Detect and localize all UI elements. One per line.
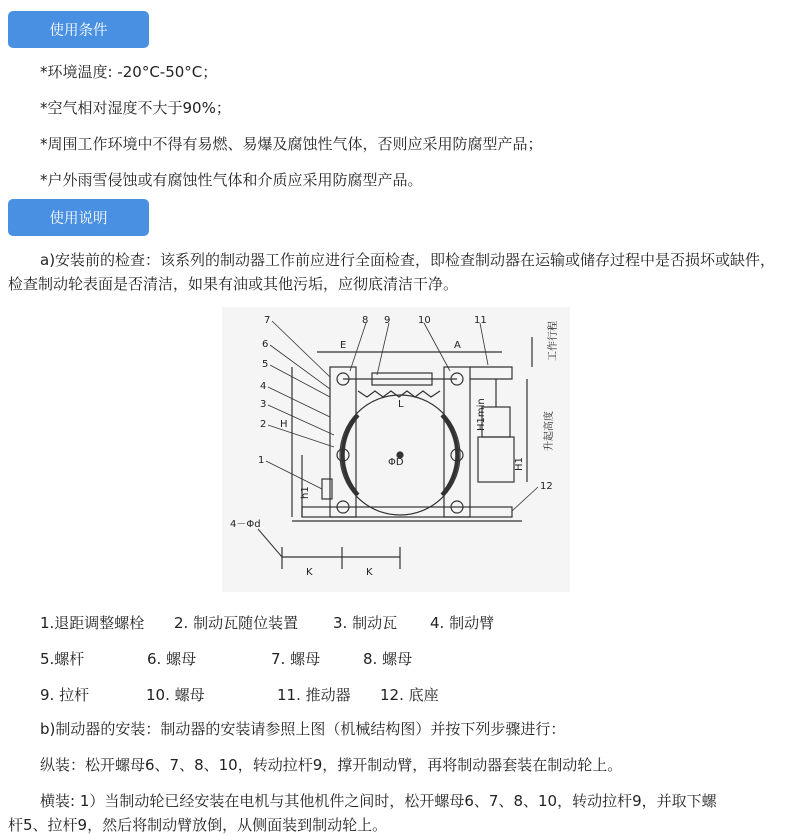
callout-2: 2 [260,419,267,430]
part-item: 12. 底座 [380,686,439,704]
horizontal-install-line1: 横装: 1）当制动轮已经安装在电机与其他机件之间时，松开螺母6、7、8、10，转动拉杆9，并取下螺 [40,792,717,810]
part-item: 1.退距调整螺栓 [40,614,145,632]
part-item: 11. 推动器 [277,686,351,704]
brake-structure-diagram [222,307,570,592]
section-tab-instructions: 使用说明 [8,199,149,236]
dim-phiD: ΦD [388,457,404,468]
dim-E: E [340,340,347,351]
dim-H: H [280,419,288,430]
part-item: 3. 制动瓦 [333,614,398,632]
brake-drawing [222,307,570,592]
dim-h1: h1 [300,486,311,499]
dim-bolt: 4－Φd [230,519,261,530]
pre-install-check-paragraph: a)安装前的检查：该系列的制动器工作前应进行全面检查，即检查制动器在运输或储存过程中是否损坏或缺件，检查制动轮表面是否清洁，如果有油或其他污垢，应彻底清洁干净。 [8,251,776,293]
part-item: 9. 拉杆 [40,686,90,704]
callout-1: 1 [258,455,265,466]
section-tab-conditions: 使用条件 [8,11,149,48]
callout-11: 11 [474,315,487,326]
dim-K-left: K [306,567,313,578]
part-item: 2. 制动瓦随位装置 [174,614,299,632]
dim-lift: 升起高度 [544,411,555,451]
part-item: 5.螺杆 [40,650,85,668]
part-item: 6. 螺母 [147,650,197,668]
callout-8: 8 [362,315,369,326]
condition-item: *环境温度: -20°C-50°C； [40,63,218,81]
condition-item: *周围工作环境中不得有易燃、易爆及腐蚀性气体，否则应采用防腐型产品； [40,135,543,153]
dim-stroke: 工作行程 [548,321,559,361]
vertical-install: 纵装：松开螺母6、7、8、10，转动拉杆9，撑开制动臂，再将制动器套装在制动轮上。 [40,756,623,774]
part-item: 4. 制动臂 [430,614,495,632]
callout-6: 6 [262,339,269,350]
dim-K-right: K [366,567,373,578]
callout-12: 12 [540,481,553,492]
horizontal-install-line2: 杆5、拉杆9，然后将制动臂放倒，从侧面装到制动轮上。 [8,816,388,834]
callout-7: 7 [264,315,271,326]
callout-5: 5 [262,359,269,370]
part-item: 10. 螺母 [146,686,205,704]
callout-3: 3 [260,399,267,410]
part-item: 8. 螺母 [363,650,413,668]
part-item: 7. 螺母 [271,650,321,668]
callout-4: 4 [260,381,267,392]
dim-H1: H1 [514,457,525,471]
dim-L: L [398,399,404,410]
install-intro: b)制动器的安装：制动器的安装请参照上图（机械结构图）并按下列步骤进行： [40,720,566,738]
callout-10: 10 [418,315,431,326]
dim-H1min: H1min [476,398,487,431]
condition-item: *户外雨雪侵蚀或有腐蚀性气体和介质应采用防腐型产品。 [40,171,423,189]
callout-9: 9 [384,315,391,326]
dim-A: A [454,340,461,351]
condition-item: *空气相对湿度不大于90%； [40,99,231,117]
